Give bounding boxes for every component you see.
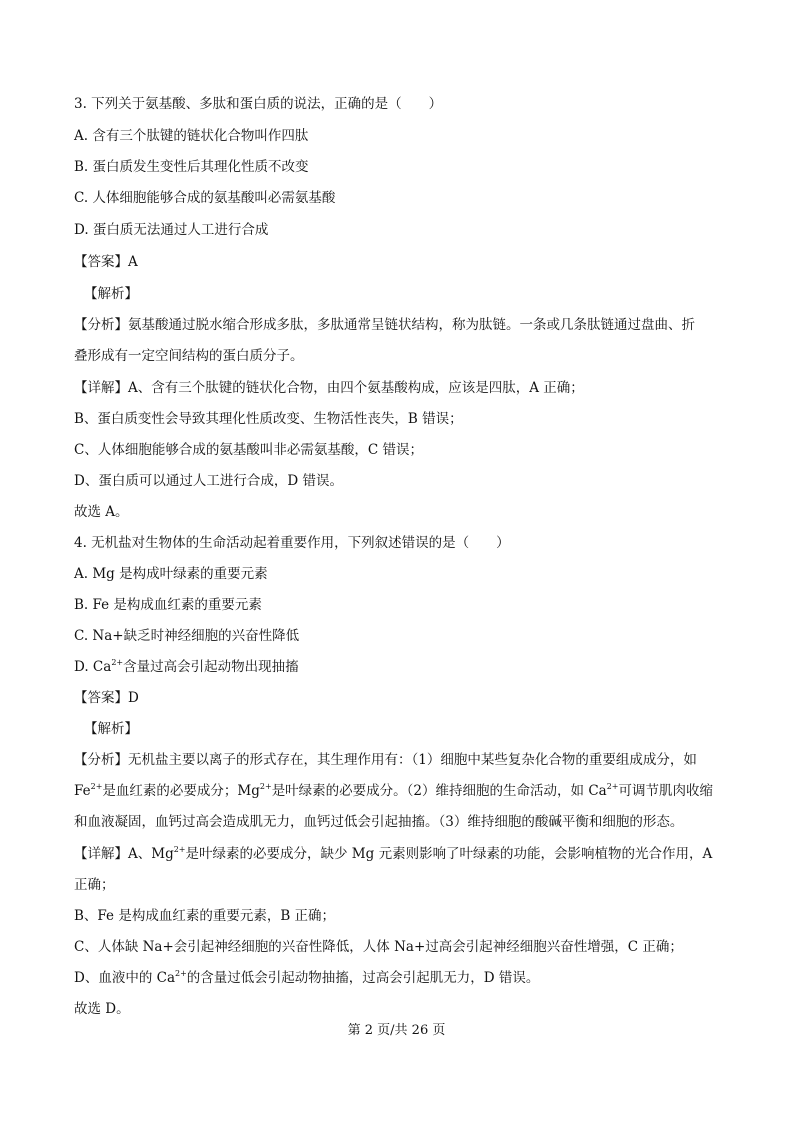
q4-detail-a-cont: 正确；	[74, 877, 115, 893]
q4-stem: 4. 无机盐对生物体的生命活动起着重要作用，下列叙述错误的是（ ）	[74, 535, 510, 551]
q3-stem: 3. 下列关于氨基酸、多肽和蛋白质的说法，正确的是（ ）	[74, 96, 443, 112]
q3-detail-b: B、蛋白质变性会导致其理化性质改变、生物活性丧失，B 错误；	[74, 411, 463, 427]
q3-option-c: C. 人体细胞能够合成的氨基酸叫必需氨基酸	[74, 190, 336, 206]
q4-detail-a: 【详解】A、$Mg^{2+}$是叶绿素的必要成分，缺少 Mg 元素则影响了叶绿素的功能，会影响植物的光合作用，A	[74, 845, 713, 862]
q3-detail-d: D、蛋白质可以通过人工进行合成，D 错误。	[74, 473, 343, 489]
q3-option-a: A. 含有三个肽键的链状化合物叫作四肽	[74, 128, 309, 144]
q4-option-b: B. Fe 是构成血红素的重要元素	[74, 597, 262, 613]
q3-answer: 【答案】A	[74, 254, 138, 270]
q4-answer: 【答案】D	[74, 690, 139, 706]
q4-option-a: A. Mg 是构成叶绿素的重要元素	[74, 566, 268, 582]
q4-detail-c: C、人体缺 Na+会引起神经细胞的兴奋性降低，人体 Na+过高会引起神经细胞兴奋性增强，C 正确；	[74, 939, 683, 955]
q3-analysis-label: 【解析】	[84, 286, 138, 302]
q3-analysis-line-2: 叠形成有一定空间结构的蛋白质分子。	[74, 348, 304, 364]
q4-option-d: D. $Ca^{2+}$含量过高会引起动物出现抽搐	[74, 658, 299, 675]
q3-conclusion: 故选 A。	[74, 504, 129, 520]
page-number: 第 2 页/共 26 页	[347, 1023, 446, 1038]
q4-analysis-line-1: 【分析】无机盐主要以离子的形式存在，其生理作用有：（1）细胞中某些复杂化合物的重要组成成分，如	[74, 752, 697, 768]
q4-detail-d: D、血液中的 $Ca^{2+}$的含量过低会引起动物抽搐，过高会引起肌无力，D 错误。	[74, 969, 540, 986]
q4-detail-b: B、Fe 是构成血红素的重要元素，B 正确；	[74, 908, 336, 924]
q4-option-c: C. Na+缺乏时神经细胞的兴奋性降低	[74, 628, 300, 644]
q3-option-b: B. 蛋白质发生变性后其理化性质不改变	[74, 159, 309, 175]
q3-option-d: D. 蛋白质无法通过人工进行合成	[74, 222, 269, 238]
q3-analysis-line-1: 【分析】氨基酸通过脱水缩合形成多肽，多肽通常呈链状结构，称为肽链。一条或几条肽链通过盘曲、折	[74, 317, 695, 333]
q3-detail-a: 【详解】A、含有三个肽键的链状化合物，由四个氨基酸构成，应该是四肽，A 正确；	[74, 380, 584, 396]
q4-analysis-label: 【解析】	[84, 721, 138, 737]
q4-analysis-line-3: 和血液凝固，血钙过高会造成肌无力，血钙过低会引起抽搐。（3）维持细胞的酸碱平衡和细胞的形态。	[74, 814, 684, 830]
q4-conclusion: 故选 D。	[74, 1001, 130, 1017]
q3-detail-c: C、人体细胞能够合成的氨基酸叫非必需氨基酸，C 错误；	[74, 442, 423, 458]
q4-analysis-line-2: $Fe^{2+}$是血红素的必要成分；$Mg^{2+}$是叶绿素的必要成分。（2）维持细胞的生命活动，如 $Ca^{2+}$可调节肌肉收缩	[74, 782, 713, 799]
